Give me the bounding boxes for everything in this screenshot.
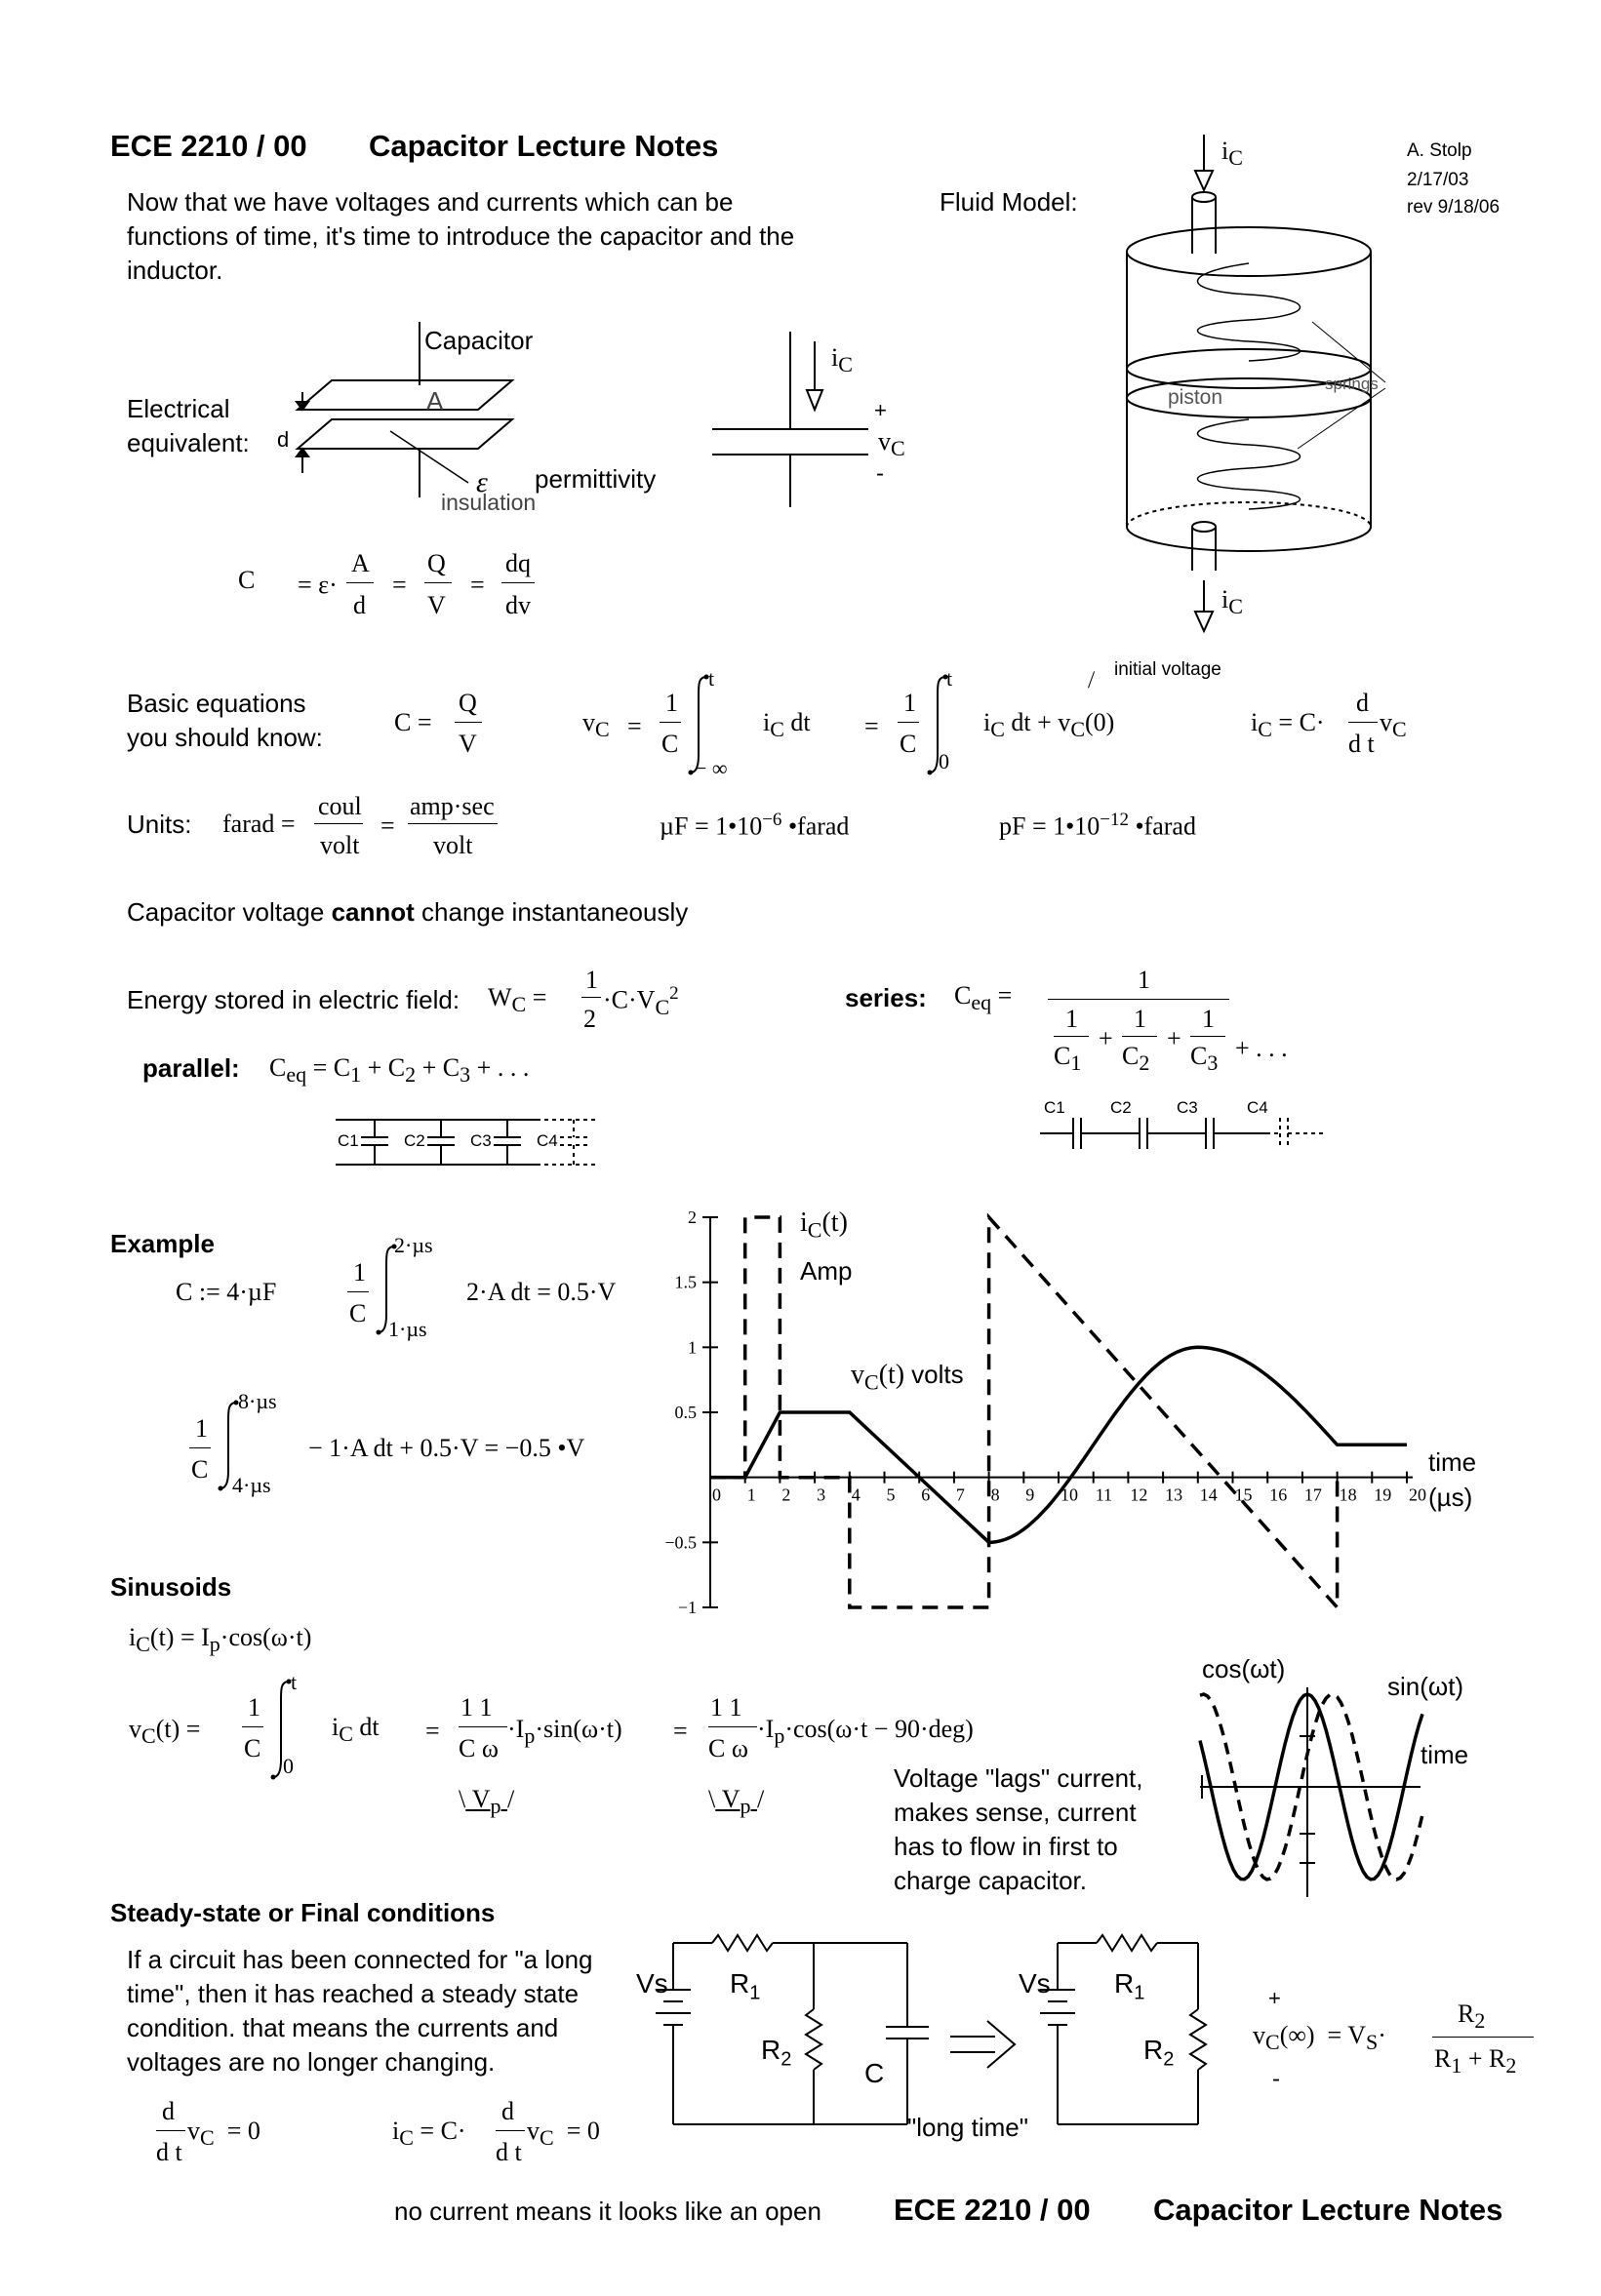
sinusoid-frac2-num: 1 1: [710, 1693, 742, 1722]
series-one-2: 1: [1134, 1005, 1146, 1033]
sinusoid-integrand: $i_C$ dt: [332, 1713, 380, 1747]
frac-bar: [501, 582, 535, 583]
cos-label: cos(ωt): [1202, 1654, 1286, 1683]
circuit2-vs: Vs: [1019, 1968, 1051, 1999]
symbol-voltage: $v_C$: [878, 427, 905, 461]
example-lower-2: 4·µs: [232, 1473, 271, 1497]
instant-text: Capacitor voltage cannot change instantaneously: [127, 897, 689, 927]
basic-integrand-2: $i_C$ dt + $v_C(0)$: [983, 708, 1115, 742]
frac-bar: [1048, 999, 1229, 1000]
basic-label-2: you should know:: [127, 723, 323, 752]
steady-vC2: $v_C = 0$: [527, 2117, 600, 2151]
basic-one-2: 1: [903, 689, 916, 717]
units-label: Units:: [127, 810, 192, 839]
frac-bar: [581, 997, 601, 998]
cap-eq-2: =: [392, 571, 407, 599]
x-tick-label: 6: [921, 1484, 931, 1505]
x-tick-label: 20: [1409, 1484, 1426, 1505]
x-tick-label: 14: [1199, 1484, 1218, 1505]
parallel-label: parallel:: [142, 1053, 240, 1083]
circuit1-r2: $R_2$: [761, 2035, 792, 2071]
series-c3: $C_3$: [1190, 1042, 1219, 1076]
x-tick-label: 11: [1095, 1484, 1113, 1505]
cap-eq-Q: Q: [427, 549, 446, 577]
cap-eq-3: =: [470, 571, 485, 599]
x-tick-label: 18: [1339, 1484, 1357, 1505]
units-ampsec: amp·sec: [410, 792, 495, 820]
x-tick-label: 13: [1165, 1484, 1183, 1505]
x-tick-label: 3: [817, 1484, 826, 1505]
parallel-caps-diagram: [332, 1112, 605, 1172]
x-tick-label: 4: [851, 1484, 861, 1505]
parallel-eq: $C_{eq} = C_1 + C_2 + C_3$ + . . .: [269, 1053, 530, 1088]
fluid-current-bottom: $i_C$: [1221, 585, 1243, 619]
epsilon-symbol: ε: [476, 466, 488, 498]
y-tick-label: 1.5: [674, 1272, 697, 1292]
initial-voltage-label: initial voltage: [1114, 659, 1221, 680]
insulation-label: insulation: [441, 490, 537, 515]
frac-bar: [708, 1726, 757, 1727]
example-C-def: C := 4·µF: [176, 1278, 277, 1306]
steady-R2-num: $R_2$: [1458, 1999, 1486, 2034]
series-cap-label: C4: [1247, 1098, 1268, 1117]
series-label: series:: [845, 983, 927, 1012]
basic-d: d: [1356, 689, 1369, 717]
parallel-cap-label: C4: [537, 1131, 558, 1150]
sinusoid-eq1: =: [425, 1717, 440, 1745]
y-tick-label: 0.5: [674, 1403, 697, 1422]
example-upper-1: 2·µs: [394, 1233, 433, 1257]
series-Ceq: $C_{eq}$ =: [954, 981, 1013, 1015]
intro-text: Now that we have voltages and currents which can be functions of time, it's time to introduce the capacitor and the inductor.: [127, 187, 795, 285]
y-tick-label: −0.5: [664, 1532, 697, 1553]
frac-bar: [1122, 1036, 1157, 1037]
frac-bar: [496, 2130, 525, 2131]
sinusoid-frac1-num: 1 1: [460, 1693, 493, 1722]
basic-C-eq: C =: [394, 708, 432, 736]
y-tick-label: −1: [677, 1598, 697, 1617]
series-cap-label: C1: [1044, 1098, 1065, 1117]
basic-integrand: $i_C$ dt: [763, 708, 811, 742]
x-tick-label: 12: [1130, 1484, 1148, 1505]
symbol-minus: -: [876, 460, 884, 487]
sinusoid-eq2: =: [673, 1717, 688, 1745]
sinusoid-lower: 0: [283, 1754, 294, 1778]
sinusoid-vC: $v_C(t)$ =: [129, 1715, 201, 1749]
frac-bar: [1432, 2037, 1534, 2038]
basic-Q: Q: [459, 689, 477, 717]
frac-bar: [314, 823, 363, 824]
series-cap-label: C2: [1110, 1098, 1132, 1117]
basic-lower-inf: − ∞: [695, 756, 728, 780]
steady-d: d: [162, 2097, 175, 2125]
symbol-plus: +: [874, 398, 887, 422]
example-C-2: C: [191, 1455, 209, 1484]
series-unit-current: Amp: [800, 1256, 853, 1286]
frac-bar: [459, 1726, 507, 1727]
x-tick-label: 1: [746, 1484, 756, 1505]
author: A. Stolp: [1407, 140, 1472, 161]
sinusoid-frac2-den: C ω: [708, 1734, 748, 1762]
series-one-1: 1: [1065, 1005, 1078, 1033]
revision: rev 9/18/06: [1407, 197, 1501, 218]
basic-eq2: =: [864, 712, 879, 740]
steady-dt: d t: [156, 2138, 182, 2166]
sinusoid-iC: $i_C(t) = I_p\cdot\cos(\omega\cdot t)$: [129, 1623, 312, 1657]
long-time-label: "long time": [907, 2113, 1028, 2142]
x-axis-label: time: [1428, 1447, 1477, 1477]
frac-bar: [455, 722, 482, 723]
sinusoid-term2: $\cdot I_p\cdot\cos(\omega\cdot t - 90\cdot deg)$: [757, 1715, 974, 1749]
energy-CV: $\cdot C\cdot V_C^2$: [603, 983, 679, 1019]
example-C: C: [349, 1299, 367, 1327]
circuit2-plus: +: [1268, 1986, 1281, 2010]
basic-upper-t: t: [708, 666, 715, 691]
frac-bar: [346, 582, 374, 583]
units-pF: pF = $1•10^{-12}$ •farad: [999, 810, 1196, 841]
x-tick-label: 15: [1234, 1484, 1253, 1505]
x-tick-label: 17: [1303, 1484, 1322, 1505]
energy-one: 1: [585, 966, 598, 994]
frac-bar: [408, 823, 498, 824]
piston-label: piston: [1168, 386, 1223, 409]
circuit1-vs: Vs: [636, 1968, 668, 1999]
capacitor-label: Capacitor: [424, 326, 534, 355]
example-integral-2: − 1·A dt + 0.5·V = −0.5 •V: [308, 1434, 585, 1462]
frac-bar: [242, 1726, 263, 1727]
x-axis-unit: (µs): [1428, 1483, 1473, 1512]
example-integral-1: 2·A dt = 0.5·V: [466, 1278, 617, 1306]
parallel-cap-label: C1: [338, 1131, 359, 1150]
units-eq: =: [380, 812, 395, 840]
basic-label-1: Basic equations: [127, 689, 306, 718]
series-cap-label: C3: [1177, 1098, 1198, 1117]
circuit2-r1: $R_1$: [1114, 1968, 1145, 2004]
sinusoid-vp-brace-2: \ $V_p$ /: [708, 1785, 765, 1819]
frac-bar: [347, 1291, 369, 1292]
x-tick-label: 7: [955, 1484, 965, 1505]
sinusoid-one: 1: [248, 1693, 260, 1722]
basic-V: V: [459, 730, 477, 758]
sinusoid-C: C: [244, 1734, 261, 1762]
basic-one: 1: [665, 689, 678, 717]
footer-course: ECE 2210 / 00: [894, 2193, 1091, 2227]
circuit1-c: C: [864, 2058, 885, 2088]
course-title: ECE 2210 / 00: [110, 129, 307, 163]
symbol-current: $i_C$: [831, 343, 853, 377]
basic-iC: $i_C = C\cdot$: [1251, 708, 1325, 742]
steady-d-2: d: [501, 2097, 514, 2125]
steady-label: Steady-state or Final conditions: [110, 1898, 496, 1927]
basic-dt: d t: [1348, 730, 1375, 758]
footer-title: Capacitor Lecture Notes: [1153, 2193, 1503, 2227]
distance-label: d: [277, 427, 290, 452]
frac-bar: [1348, 722, 1378, 723]
sin-label: sin(ωt): [1387, 1672, 1464, 1701]
x-tick-label: 16: [1269, 1484, 1288, 1505]
x-tick-label: 9: [1025, 1484, 1035, 1505]
basic-C-2: C: [900, 730, 917, 758]
frac-bar: [898, 722, 919, 723]
electrical-label-1: Electrical: [127, 394, 230, 423]
basic-C: C: [661, 730, 679, 758]
parallel-cap-label: C3: [470, 1131, 492, 1150]
y-tick-label: 2: [688, 1207, 697, 1227]
page-title: Capacitor Lecture Notes: [369, 129, 719, 163]
cap-eq-1: = ε·: [298, 571, 338, 599]
frac-bar: [189, 1447, 211, 1448]
x-tick-label: 8: [990, 1484, 1000, 1505]
permittivity-label: permittivity: [535, 464, 657, 494]
series-label-current: $i_C(t)$: [800, 1207, 848, 1243]
energy-two: 2: [583, 1005, 596, 1033]
circuit1-r1: $R_1$: [730, 1968, 761, 2004]
frac-bar: [1190, 1036, 1225, 1037]
series-c1: $C_1$: [1054, 1042, 1082, 1076]
series-one: 1: [1138, 966, 1150, 994]
units-volt-2: volt: [433, 831, 473, 859]
basic-upper-t-2: t: [946, 666, 953, 691]
example-label: Example: [110, 1229, 215, 1258]
cap-eq-d: d: [353, 591, 366, 619]
basic-vC: $v_C$: [582, 708, 610, 742]
frac-bar: [156, 2130, 185, 2131]
energy-label: Energy stored in electric field:: [127, 985, 460, 1014]
sinusoid-frac1-den: C ω: [459, 1734, 499, 1762]
x-tick-label: 2: [781, 1484, 791, 1505]
frac-bar: [660, 722, 681, 723]
series-plus-1: +: [1099, 1024, 1113, 1052]
units-coul: coul: [318, 792, 362, 820]
steady-vC: $v_C = 0$: [187, 2117, 260, 2151]
circuit2-minus: -: [1272, 2066, 1280, 2092]
time-label: time: [1421, 1740, 1469, 1769]
units-farad: farad =: [222, 810, 296, 838]
sinusoid-vp-brace-1: \ $V_p$ /: [459, 1785, 515, 1819]
initial-voltage-pointer: [1088, 671, 1096, 689]
electrical-label-2: equivalent:: [127, 428, 250, 457]
example-one-2: 1: [195, 1414, 208, 1443]
energy-W: $W_C$ =: [488, 983, 547, 1017]
sinusoid-upper: t: [291, 1670, 298, 1694]
cap-eq-dv: dv: [505, 591, 531, 619]
series-one-3: 1: [1202, 1005, 1215, 1033]
cap-eq-C: C: [238, 566, 256, 594]
cap-eq-dq: dq: [505, 549, 531, 577]
units-volt: volt: [320, 831, 360, 859]
circuit2-r2: $R_2$: [1143, 2035, 1175, 2071]
frac-bar: [424, 582, 452, 583]
example-upper-2: 8·µs: [238, 1389, 277, 1413]
series-line-1: [710, 1347, 1407, 1542]
steady-dt-2: d t: [496, 2138, 522, 2166]
circuit-steady: [1028, 1931, 1223, 2136]
steady-iC: $i_C = C\cdot$: [392, 2117, 466, 2151]
circuit-original: [644, 1931, 966, 2136]
steady-final-eq: $v_C(\infty) = V_S\cdot$: [1253, 2021, 1386, 2055]
open-text: no current means it looks like an open: [394, 2197, 821, 2226]
units-uF: $\mu F = 1•10^{-6}$ •farad: [660, 810, 850, 841]
frac-bar: [1054, 1036, 1089, 1037]
lag-text: Voltage "lags" current, makes sense, current has to flow in first to charge capacitor.: [894, 1763, 1143, 1895]
steady-text: If a circuit has been connected for "a long time", then it has reached a steady state condition. that means the currents and voltages are no longer changing.: [127, 1945, 593, 2077]
sinusoid-plot: [1190, 1678, 1424, 1902]
example-chart: [654, 1200, 1473, 1619]
steady-den: $R_1 + R_2$: [1434, 2044, 1517, 2078]
fluid-current-top: $i_C$: [1221, 137, 1243, 171]
x-tick-label: 19: [1374, 1484, 1392, 1505]
x-tick-label: 0: [712, 1484, 721, 1505]
basic-vC2: $v_C$: [1380, 708, 1407, 742]
cap-eq-V: V: [427, 591, 446, 619]
series-label-voltage: $v_C(t)$ volts: [851, 1360, 964, 1395]
example-one: 1: [353, 1258, 366, 1287]
x-tick-label: 10: [1061, 1484, 1078, 1505]
basic-lower-zero: 0: [939, 749, 949, 773]
sinusoids-label: Sinusoids: [110, 1572, 232, 1602]
parallel-cap-label: C2: [404, 1131, 425, 1150]
series-dots: + . . .: [1235, 1034, 1288, 1062]
series-c2: $C_2$: [1122, 1042, 1150, 1076]
series-plus-2: +: [1167, 1024, 1181, 1052]
implies-arrow-icon: [946, 2015, 1024, 2074]
sinusoid-term1: $\cdot I_p\cdot\sin(\omega\cdot t)$: [507, 1715, 622, 1749]
basic-eq: =: [627, 712, 642, 740]
area-label: A: [426, 386, 444, 416]
springs-label: springs: [1325, 375, 1379, 393]
y-tick-label: 1: [688, 1337, 697, 1358]
example-lower-1: 1·µs: [388, 1317, 427, 1341]
x-tick-label: 5: [886, 1484, 896, 1505]
date: 2/17/03: [1407, 170, 1469, 190]
fluid-model-label: Fluid Model:: [940, 187, 1078, 217]
cap-eq-A: A: [351, 549, 370, 577]
